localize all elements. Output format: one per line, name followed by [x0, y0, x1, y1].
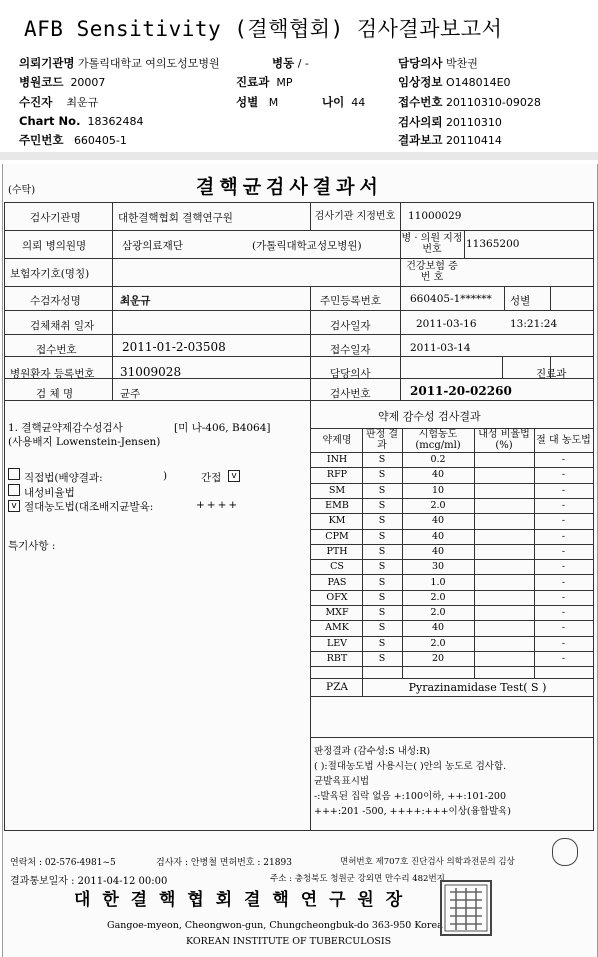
sens-cell [474, 544, 534, 559]
field-label: 성별 [236, 95, 259, 109]
sens-header-cell: 판정 결과 [365, 429, 399, 451]
sens-header-cell: 시험농도 (mcg/ml) [415, 429, 461, 451]
sens-cell: RBT [326, 653, 348, 665]
field-value: MP [276, 76, 293, 89]
name-value: 최운규 [120, 295, 151, 307]
sens-cell: SM [328, 484, 346, 496]
sens-cell: S [378, 454, 386, 466]
field-label: 병원코드 [19, 75, 64, 89]
sens-cell: 40 [431, 515, 445, 527]
sheet-title: 결핵균검사결과서 [196, 176, 383, 198]
pza-value: Pyrazinamidase Test( S ) [408, 680, 547, 694]
hosp-id-label: 병 · 의원 지정번호 [401, 233, 463, 255]
field-value: 20110310 [445, 116, 502, 129]
section-divider [0, 152, 598, 160]
lab-value: 대한결핵협회 결핵연구원 [118, 212, 233, 224]
name-label: 수검자성명 [30, 295, 81, 307]
report-header [0, 0, 598, 152]
field-value: M [268, 96, 279, 109]
table-line [310, 737, 593, 738]
sens-cell: CS [330, 561, 344, 573]
test-no-value: 2011-20-02260 [410, 384, 512, 398]
sens-cell [474, 467, 534, 482]
pt-no-label: 병원환자 등록번호 [10, 368, 95, 380]
lab-id-value: 11000029 [408, 210, 462, 222]
doctor-label: 담당의사 [330, 368, 371, 380]
sens-cell: 0.2 [430, 454, 446, 466]
field-label: 주민번호 [19, 133, 64, 147]
sens-cell [474, 559, 534, 574]
grid-line [4, 202, 5, 830]
address-en: Gangoe-myeon, Cheongwon-gun, Chungcheongbuk-do 363-950 Korea [107, 920, 443, 931]
sens-cell [474, 651, 534, 666]
sens-cell: - [561, 484, 566, 496]
sens-cell: CPM [325, 530, 349, 542]
special-notes-label: 특기사항 : [8, 540, 56, 552]
sens-cell: S [378, 653, 386, 665]
sens-cell: 1.0 [430, 576, 446, 588]
rrn-label: 주민등록번호 [320, 295, 381, 307]
field-label: 진료과 [236, 75, 270, 89]
sens-cell: - [561, 530, 566, 542]
grid-line [4, 356, 594, 357]
sens-cell: - [561, 637, 566, 649]
lab-label: 검사기관명 [30, 212, 81, 224]
table-line [310, 666, 593, 667]
rrn-value: 660405-1****** [410, 293, 492, 305]
field-value: 최운규 [66, 96, 99, 109]
sens-cell: - [561, 653, 566, 665]
specimen-label: 검 체 명 [36, 388, 74, 400]
grid-line [593, 202, 594, 830]
table-line [362, 678, 363, 696]
sens-cell: S [378, 545, 386, 557]
grid-line [4, 286, 594, 287]
sens-cell: 2.0 [430, 607, 446, 619]
table-line [362, 428, 363, 678]
method-code: [미 나-406, B4064] [174, 422, 271, 434]
sens-cell: S [378, 484, 386, 496]
sens-cell: OFX [326, 591, 348, 603]
direct-checkbox[interactable] [8, 468, 20, 480]
legend-line: -:발육된 집락 없음 +:100이하, ++:101-200 [314, 791, 506, 802]
recv-no-value: 2011-01-2-03508 [122, 340, 226, 354]
dept-label: 진료과 [536, 368, 567, 380]
sens-cell: S [378, 515, 386, 527]
grid-line [4, 310, 594, 311]
medium-text: (사용배지 Lowenstein-Jensen) [8, 436, 161, 448]
sens-header-cell: 내성 비율법(%) [478, 429, 530, 451]
field-value: / - [297, 57, 309, 70]
ratio-label: 내성비율법 [24, 487, 75, 499]
test-date-label: 검사일자 [330, 320, 371, 332]
report-date-text: 결과통보일자 : 2011-04-12 00:00 [10, 876, 168, 887]
sens-cell [474, 620, 534, 635]
tester-text: 검사자 : 안병철 면허번호 : 21893 [156, 858, 292, 868]
grid-line [4, 202, 594, 203]
sens-cell: - [561, 500, 566, 512]
sens-cell: S [378, 607, 386, 619]
license-text: 면허번호 제707호 진단검사 의학과전문의 김상 [340, 857, 515, 867]
abs-checkbox[interactable]: v [8, 500, 20, 512]
grid-line [464, 230, 465, 258]
sens-cell: RFP [326, 469, 348, 481]
indirect-checkbox[interactable]: v [228, 470, 240, 482]
field-value: 20007 [70, 76, 106, 89]
sens-cell: - [561, 515, 566, 527]
sens-cell [474, 574, 534, 589]
sens-cell: 2.0 [430, 500, 446, 512]
test-date-value: 2011-03-16 [416, 318, 477, 330]
table-line [310, 696, 593, 697]
method-text: 1. 결핵균약제감수성검사 [8, 422, 123, 434]
grid-line [4, 230, 594, 231]
sens-cell: 40 [431, 530, 445, 542]
sens-cell: - [561, 469, 566, 481]
address-kr: 주소 : 충청북도 청원군 강외면 만수리 482번지 [270, 874, 445, 884]
table-line [402, 428, 403, 678]
grid-line [310, 286, 311, 400]
test-no-label: 검사번호 [330, 388, 371, 400]
report-title: AFB Sensitivity (결핵협회) 검사결과보고서 [24, 17, 503, 41]
sens-cell: MXF [325, 607, 349, 619]
recv-no-label: 접수번호 [36, 344, 77, 356]
grid-line [400, 286, 401, 400]
sens-cell: 20 [431, 653, 445, 665]
field-value: 660405-1 [73, 134, 127, 147]
legend-line: 판정결과 (감수성:S 내성:R) [314, 746, 431, 757]
sens-cell: - [561, 622, 566, 634]
doctor-seal [552, 838, 578, 866]
sens-cell: 30 [431, 561, 445, 573]
sens-cell: S [378, 530, 386, 542]
grid-line [4, 830, 594, 831]
table-line [474, 428, 475, 678]
sens-cell: S [378, 637, 386, 649]
official-seal [440, 880, 492, 936]
req-sub: (가톨릭대학교성모병원) [252, 240, 362, 252]
sens-cell [474, 529, 534, 544]
field-value: 18362484 [87, 115, 144, 128]
sens-cell: PTH [326, 545, 348, 557]
sens-cell: KM [328, 515, 346, 527]
sens-title: 약제 감수성 검사결과 [378, 410, 481, 423]
sens-cell: 2.0 [430, 591, 446, 603]
req-value: 삼광의료재단 [122, 240, 183, 252]
institute-en: KOREAN INSTITUTE OF TUBERCULOSIS [186, 936, 392, 947]
sens-cell: - [561, 545, 566, 557]
ratio-checkbox[interactable] [8, 484, 20, 496]
institute-kr: 대 한 결 핵 협 회 결 핵 연 구 원 장 [74, 890, 406, 910]
req-label: 의뢰 병의원명 [22, 240, 87, 252]
indirect-label: 간접 [201, 472, 222, 484]
collect-label: 검체채취 일자 [30, 320, 95, 332]
hosp-id-value: 11365200 [466, 238, 520, 250]
sens-header-cell: 약제명 [322, 434, 352, 446]
sex-label: 성별 [510, 295, 531, 307]
field-label: 결과보고 [398, 133, 443, 147]
field-value: O148014E0 [445, 76, 511, 89]
field-label: 의뢰기관명 [19, 56, 75, 70]
sens-cell: AMK [325, 622, 349, 634]
lab-id-label: 검사기관 지정번호 [314, 211, 396, 222]
grid-line [550, 286, 551, 310]
grid-line [504, 286, 505, 310]
sens-cell [474, 513, 534, 528]
sens-cell: - [561, 576, 566, 588]
sens-cell: 40 [431, 469, 445, 481]
field-label: 임상정보 [398, 75, 443, 89]
field-label: Chart No. [19, 114, 81, 128]
table-line [534, 428, 535, 678]
sens-cell [474, 498, 534, 513]
direct-close: ) [163, 470, 168, 482]
specimen-value: 균주 [120, 388, 141, 400]
grid-line [112, 202, 113, 400]
legend-line: 균발육표시법 [314, 776, 370, 787]
sens-cell: EMB [325, 500, 349, 512]
legend-line: +++:201 -500, ++++:+++이상(융합발육) [314, 806, 512, 817]
sens-cell: - [561, 454, 566, 466]
sens-cell [474, 452, 534, 467]
legend-line: ( ):절대농도법 사용시는( )안의 농도로 검사함. [314, 761, 507, 772]
sens-cell [474, 605, 534, 620]
grid-line [502, 356, 503, 378]
grid-line [4, 334, 594, 335]
field-label: 담당의사 [398, 56, 443, 70]
field-value: 가톨릭대학교 여의도성모병원 [78, 57, 220, 70]
sens-cell: S [378, 591, 386, 603]
sens-cell: - [561, 561, 566, 573]
pt-no-value: 31009028 [120, 365, 182, 379]
field-label: 수진자 [19, 95, 53, 109]
sens-cell: S [378, 622, 386, 634]
field-label: 접수번호 [398, 95, 443, 109]
health-label: 건강보험 증 번 호 [406, 261, 458, 283]
sens-cell [474, 483, 534, 498]
abs-label: 절대농도법(대조배지균발육: [24, 501, 154, 513]
sens-cell: LEV [326, 637, 348, 649]
recv-date-value: 2011-03-14 [410, 342, 471, 354]
sens-cell: S [378, 561, 386, 573]
grid-line [4, 400, 594, 401]
recv-date-label: 접수일자 [330, 344, 371, 356]
grid-line [4, 258, 594, 259]
sens-cell: 40 [431, 545, 445, 557]
field-value: 44 [351, 96, 366, 109]
direct-label: 직접법(배양결과: [24, 472, 103, 484]
sens-cell: 40 [431, 622, 445, 634]
test-time-value: 13:21:24 [510, 318, 558, 330]
sens-cell: 2.0 [430, 637, 446, 649]
insured-label: 보험자기호(명칭) [10, 268, 90, 280]
field-value: 20110414 [445, 134, 502, 147]
field-label: 병동 [272, 56, 295, 70]
sens-cell: 10 [431, 484, 445, 496]
sens-cell: S [378, 500, 386, 512]
pza-label: PZA [326, 680, 348, 693]
sens-cell [474, 590, 534, 605]
sens-cell [474, 636, 534, 651]
field-label: 나이 [322, 95, 345, 109]
contact-text: 연락처 : 02-576-4981~5 [10, 858, 116, 868]
sens-cell: PAS [327, 576, 347, 588]
sheet-note: (수탁) [8, 185, 36, 196]
field-label: 검사의뢰 [398, 115, 443, 129]
grid-line [400, 202, 401, 230]
abs-value: ++++ [196, 499, 240, 511]
sens-header-cell: 절 대 농도법 [536, 434, 591, 446]
sens-cell: - [561, 607, 566, 619]
sens-cell: S [378, 576, 386, 588]
sens-cell: - [561, 591, 566, 603]
sens-cell: INH [326, 454, 348, 466]
field-value: 박찬권 [445, 57, 478, 70]
sens-cell: S [378, 469, 386, 481]
field-value: 20110310-09028 [445, 96, 541, 109]
grid-line [310, 400, 311, 830]
